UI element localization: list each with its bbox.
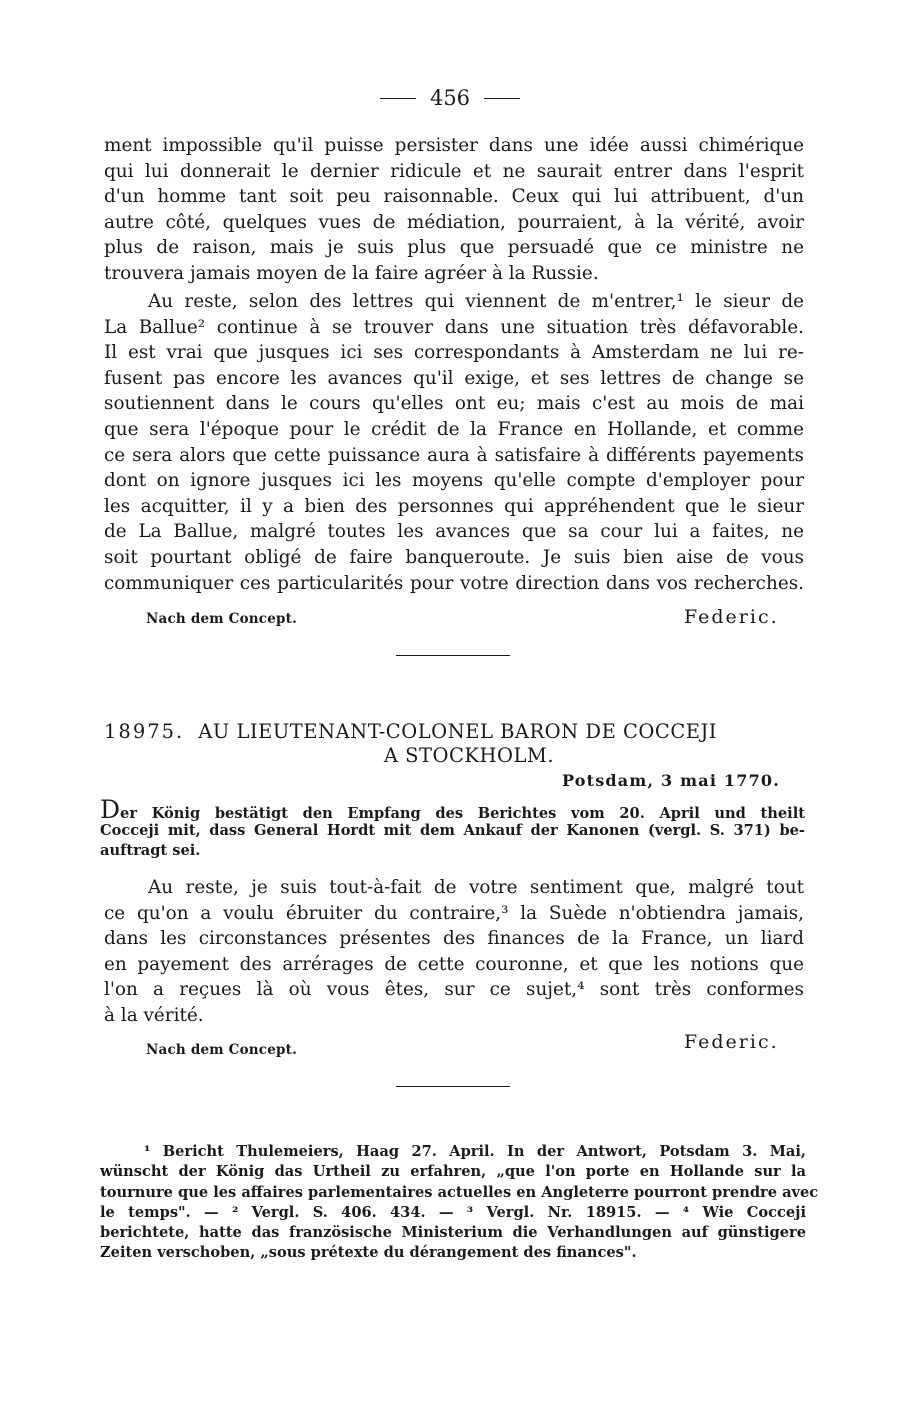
footnote-line: berichtete, hatte das französische Ministerium die Verhandlungen auf günstigere — [100, 1224, 806, 1242]
letter1-paragraph1 — [104, 133, 804, 287]
text-line: Au reste, je suis tout-à-fait de votre sentiment que, malgré tout — [148, 877, 804, 898]
text-line: Au reste, selon des lettres qui viennent de m'entrer,¹ le sieur de — [148, 291, 804, 312]
letter-title-line1: AU LIEUTENANT-COLONEL BARON DE COCCEJI — [198, 720, 717, 743]
page-number: 456 — [429, 86, 471, 110]
header-dash-right — [484, 98, 520, 99]
footnote-line: wünscht der König das Urtheil zu erfahren, „que l'on porte en Hollande sur la — [100, 1163, 806, 1181]
text-line: plus de raison, mais je suis plus que persuadé que ce ministre ne — [104, 237, 804, 259]
footnotes — [100, 1142, 819, 1264]
letter2-dateline: Potsdam, 3 mai 1770. — [561, 771, 780, 790]
text-line: ce qu'on a voulu ébruiter du contraire,³ la Suède n'obtiendra jamais, — [104, 902, 804, 924]
text-line: auftragt sei. — [100, 842, 201, 859]
text-line: trouvera jamais moyen de la faire agréer à la Russie. — [104, 262, 599, 284]
text-line: La Ballue² continue à se trouver dans une situation très défavorable. — [104, 316, 804, 338]
text-line: d'un homme tant soit peu raisonnable. Ceux qui lui attribuent, d'un — [104, 186, 804, 208]
text-line: de La Ballue, malgré toutes les avances que sa cour lui a faites, ne — [104, 521, 804, 543]
text-line: qui lui donnerait le dernier ridicule et ne saurait entrer dans l'esprit — [104, 160, 804, 182]
text-line: er König bestätigt den Empfang des Berichtes vom 20. April und theilt — [120, 805, 805, 822]
footnote-line: tournure que les affaires parlementaires actuelles en Angleterre pourront prendre avec — [100, 1183, 819, 1201]
text-line: soit pourtant obligé de faire banqueroute. Je suis bien aise de vous — [104, 546, 804, 568]
letter2-heading — [104, 720, 804, 768]
letter-number: 18975. — [104, 720, 185, 743]
section-divider — [396, 655, 510, 656]
text-line: autre côté, quelques vues de médiation, pourraient, à la vérité, avoir — [104, 211, 804, 233]
footnote-divider — [396, 1086, 510, 1087]
text-line: soutiennent dans le cours qu'elles ont eu; mais c'est au mois de mai — [104, 393, 804, 415]
letter1-source-note: Nach dem Concept. — [146, 611, 297, 627]
text-line: que sera l'époque pour le crédit de la France en Hollande, et comme — [104, 418, 804, 440]
letter-title-line2: A STOCKHOLM. — [383, 744, 555, 767]
text-line: ce sera alors que cette puissance aura à satisfaire à différents payements — [104, 444, 804, 466]
text-line: dont on ignore jusques ici les moyens qu'elle compte d'employer pour — [104, 470, 804, 492]
footnote-line: ¹ Bericht Thulemeiers, Haag 27. April. In der Antwort, Potsdam 3. Mai, — [144, 1143, 806, 1160]
text-line: ment impossible qu'il puisse persister dans une idée aussi chimérique — [104, 135, 804, 156]
letter2-summary — [100, 795, 805, 862]
text-line: l'on a reçues là où vous êtes, sur ce sujet,⁴ sont très conformes — [104, 979, 804, 1001]
text-line: en payement des arrérages de cette couronne, et que les notions que — [104, 953, 804, 975]
text-line: dans les circonstances présentes des finances de la France, un liard — [104, 928, 804, 950]
text-line: fusent pas encore les avances qu'il exige, et ses lettres de change se — [104, 367, 804, 389]
page-header — [0, 86, 900, 110]
text-line: Cocceji mit, dass General Hordt mit dem Ankauf der Kanonen (vergl. S. 371) be- — [100, 821, 805, 839]
footnote-line: Zeiten verschoben, „sous prétexte du dérangement des finances". — [100, 1244, 637, 1262]
letter2-body — [104, 875, 804, 1029]
text-line: les acquitter, il y a bien des personnes qui appréhendent que le sieur — [104, 495, 804, 517]
header-dash-left — [380, 98, 416, 99]
text-line: Il est vrai que jusques ici ses correspondants à Amsterdam ne lui re- — [104, 342, 804, 364]
text-line: communiquer ces particularités pour votre direction dans vos recherches. — [104, 572, 804, 594]
summary-dropcap: D — [100, 795, 121, 824]
letter2-source-note: Nach dem Concept. — [146, 1042, 297, 1058]
letter1-paragraph2 — [104, 289, 804, 596]
footnote-line: le temps". — ² Vergl. S. 406. 434. — ³ Vergl. Nr. 18915. — ⁴ Wie Cocceji — [100, 1203, 806, 1221]
letter2-signature: Federic. — [684, 1031, 779, 1053]
text-line: à la vérité. — [104, 1004, 204, 1026]
letter1-signature: Federic. — [684, 606, 779, 628]
